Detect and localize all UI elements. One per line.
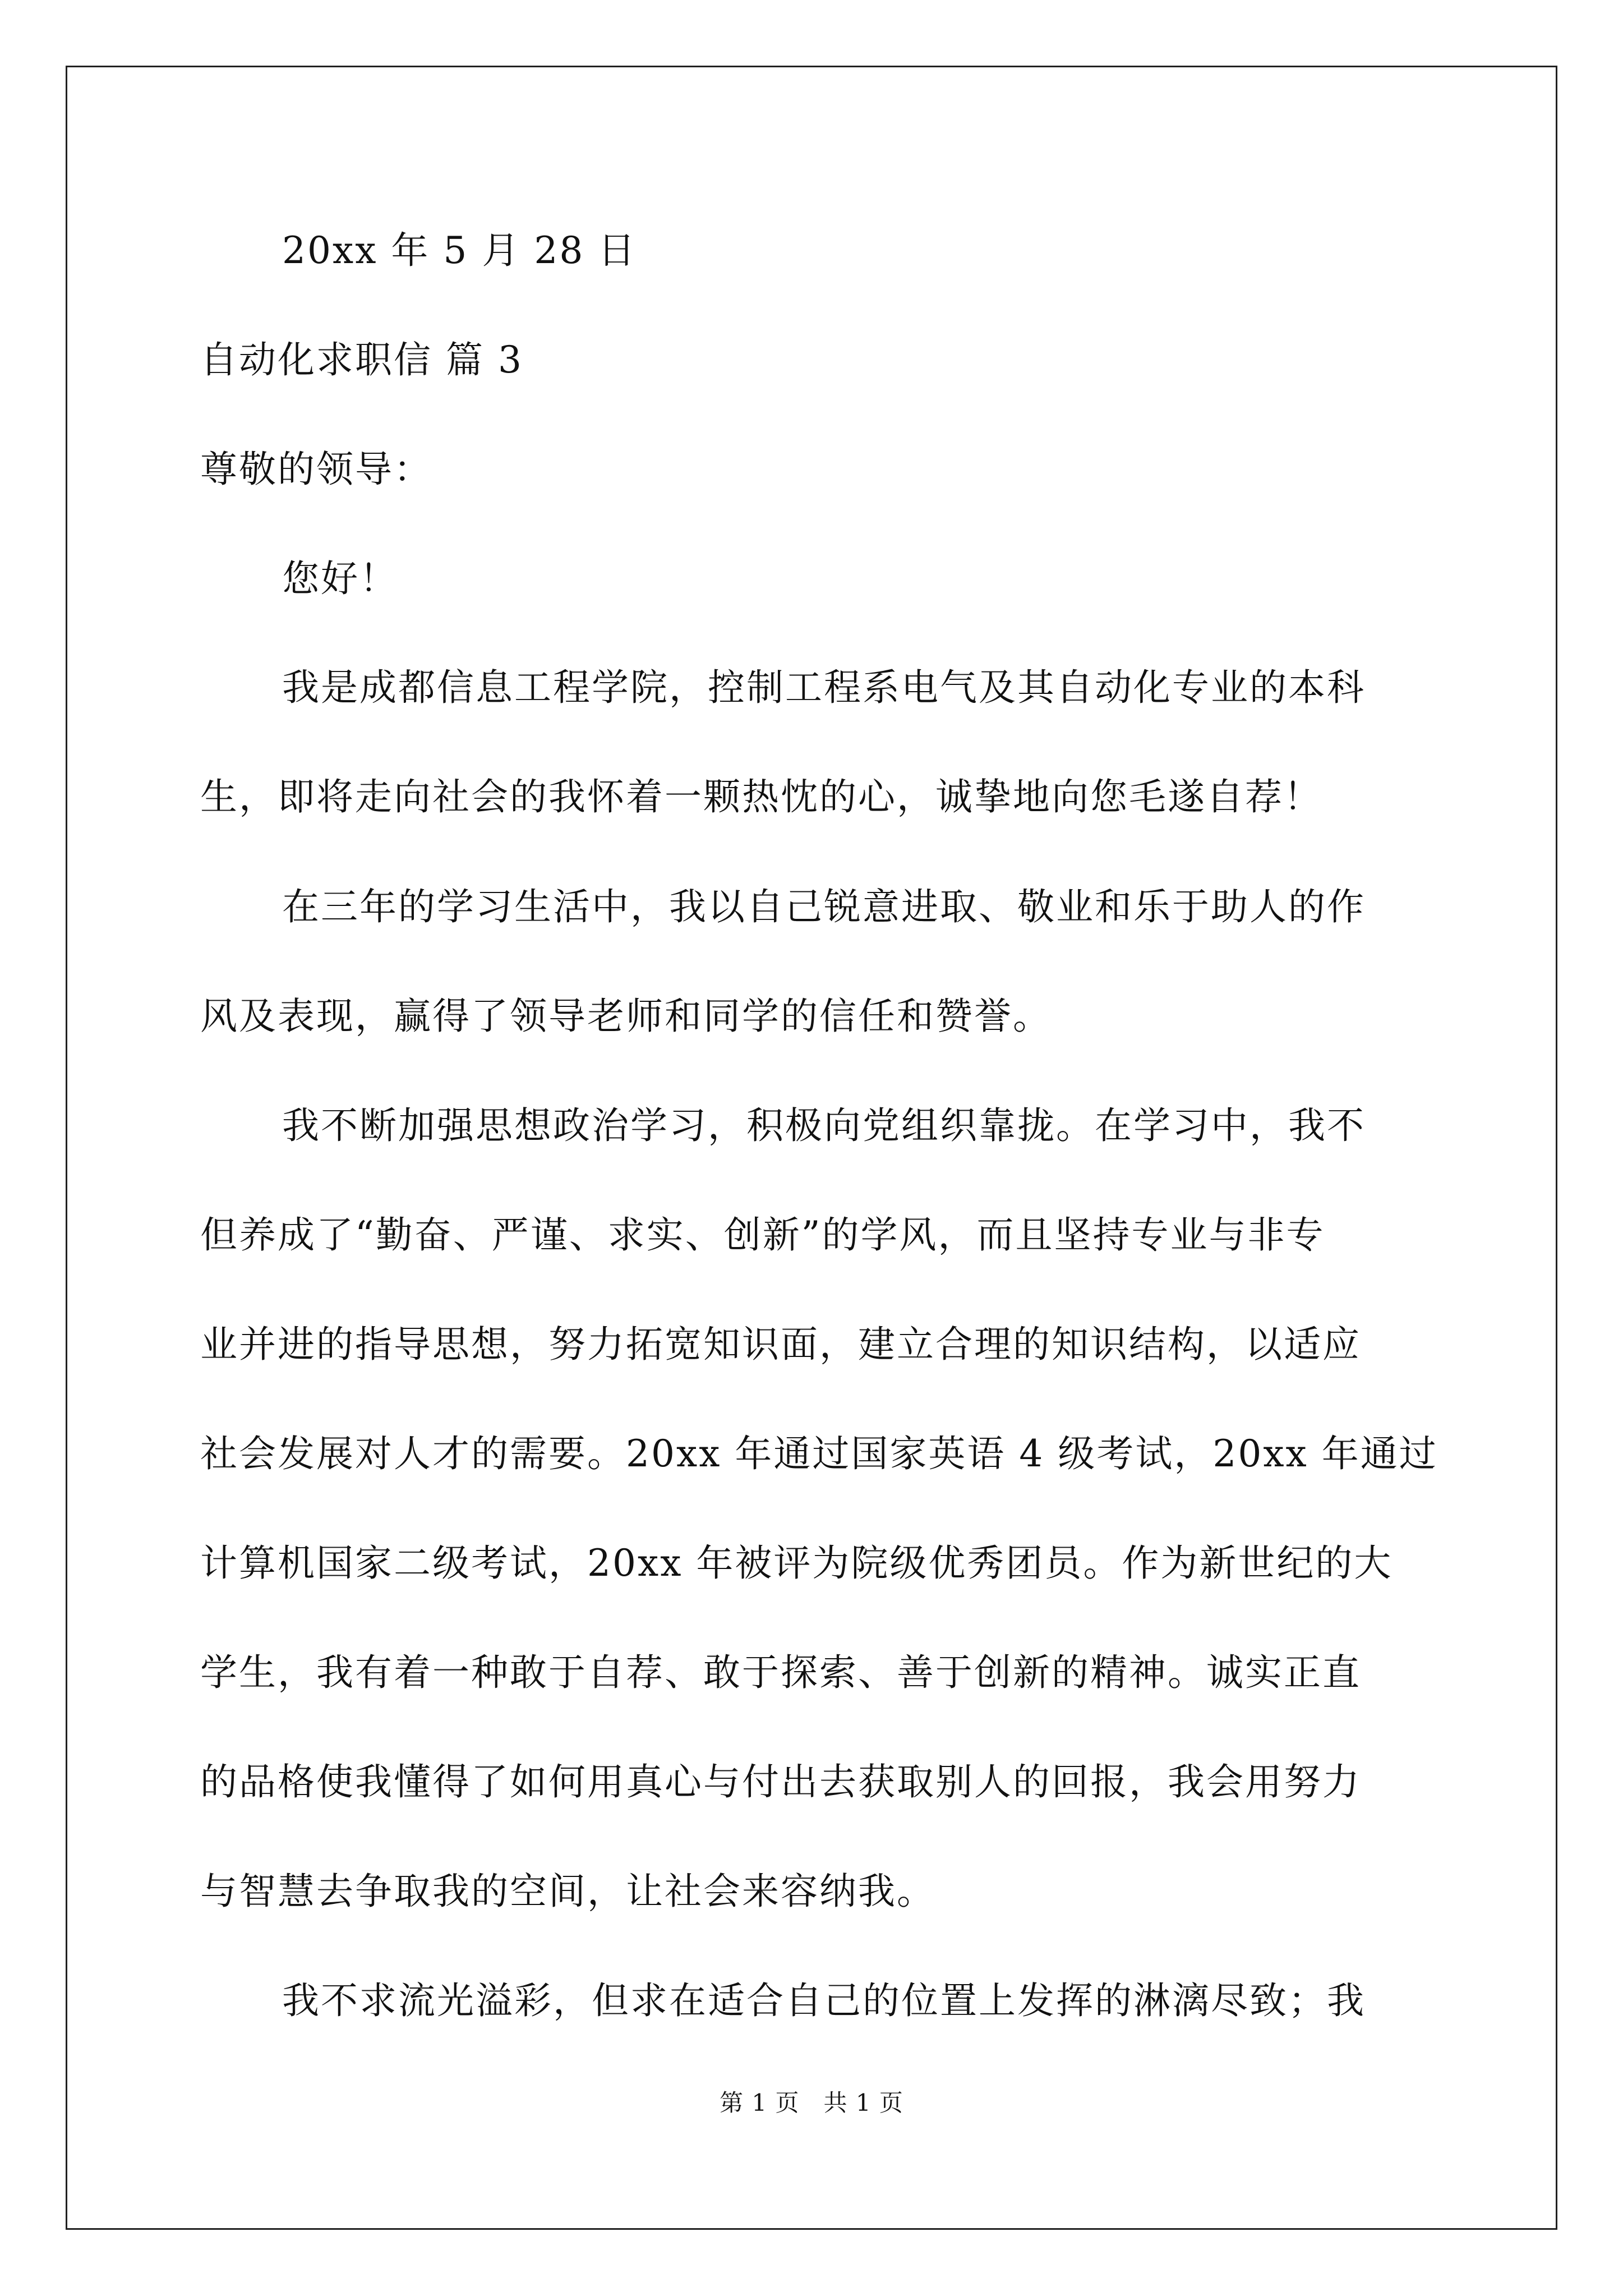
body-line: 业并进的指导思想，努力拓宽知识面，建立合理的知识结构，以适应 [200, 1323, 1361, 1366]
body-line: 社会发展对人才的需要。20xx 年通过国家英语 4 级考试，20xx 年通过 [200, 1432, 1438, 1475]
body-line: 生，即将走向社会的我怀着一颗热忱的心，诚挚地向您毛遂自荐！ [200, 775, 1322, 818]
salutation: 尊敬的领导： [200, 448, 432, 491]
page-number: 第 1 页 共 1 页 [720, 2089, 903, 2116]
body-line: 我不断加强思想政治学习，积极向党组织靠拢。在学习中，我不 [282, 1104, 1366, 1147]
body-line: 在三年的学习生活中，我以自己锐意进取、敬业和乐于助人的作 [282, 885, 1366, 928]
body-line: 与智慧去争取我的空间，让社会来容纳我。 [200, 1870, 935, 1913]
body-line: 计算机国家二级考试，20xx 年被评为院级优秀团员。作为新世纪的大 [200, 1542, 1393, 1585]
letter-date: 20xx 年 5 月 28 日 [282, 229, 637, 272]
body-line: 的品格使我懂得了如何用真心与付出去获取别人的回报，我会用努力 [200, 1760, 1361, 1803]
greeting: 您好！ [282, 557, 398, 600]
body-line: 我不求流光溢彩，但求在适合自己的位置上发挥的淋漓尽致；我 [282, 1979, 1366, 2022]
body-line: 学生，我有着一种敢于自荐、敢于探索、善于创新的精神。诚实正直 [200, 1651, 1361, 1694]
body-line: 风及表现，赢得了领导老师和同学的信任和赞誉。 [200, 995, 1052, 1038]
section-heading: 自动化求职信 篇 3 [200, 338, 523, 381]
body-line: 我是成都信息工程学院，控制工程系电气及其自动化专业的本科 [282, 666, 1366, 709]
body-line: 但养成了“勤奋、严谨、求实、创新”的学风，而且坚持专业与非专 [200, 1213, 1325, 1257]
